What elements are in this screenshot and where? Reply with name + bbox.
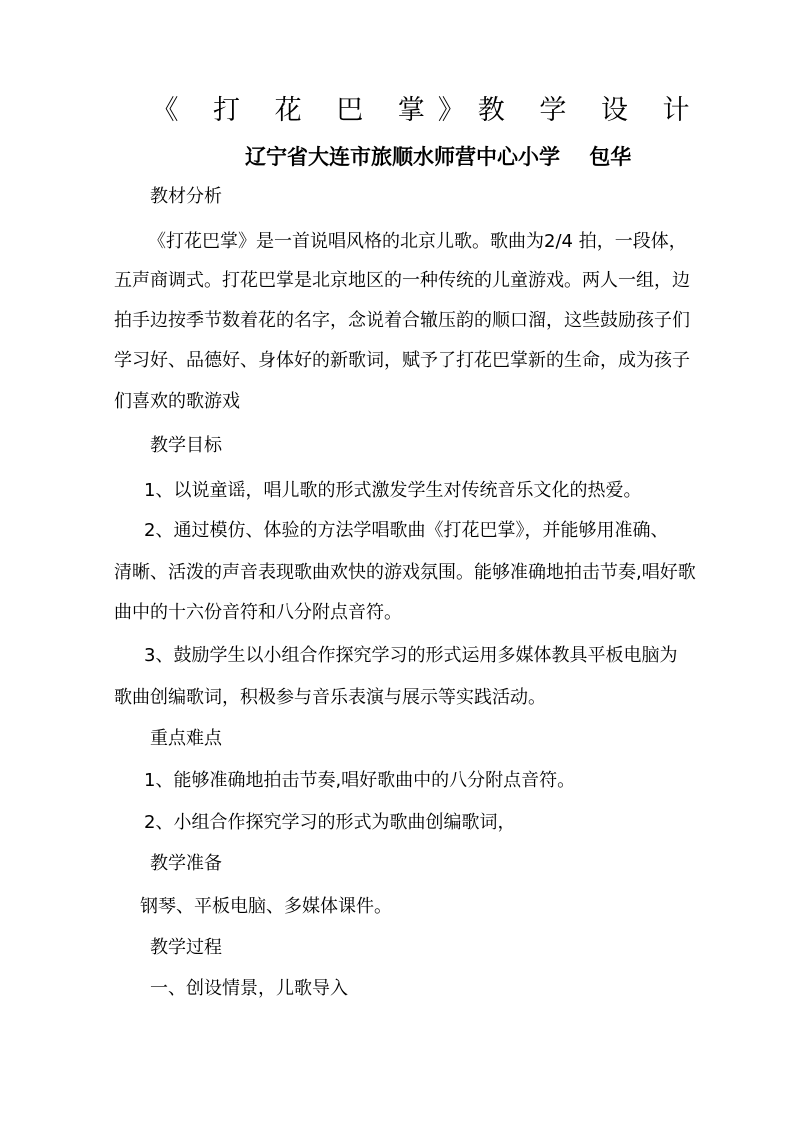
- paragraph-line: 《打花巴掌》是一首说唱风格的北京儿歌。歌曲为2/4 拍，一段体，: [148, 231, 687, 252]
- heading-goals: 教学目标: [150, 435, 222, 456]
- heading-preparation: 教学准备: [150, 853, 222, 874]
- paragraph-line: 五声商调式。打花巴掌是北京地区的一种传统的儿童游戏。两人一组，边: [114, 270, 690, 291]
- document-subtitle: 辽宁省大连市旅顺水师营中心小学 包华: [245, 145, 632, 169]
- paragraph-line: 清晰、活泼的声音表现歌曲欢快的游戏氛围。能够准确地拍击节奏,唱好歌: [114, 562, 696, 583]
- heading-analysis: 教材分析: [150, 186, 222, 207]
- goal-item-3: 3、鼓励学生以小组合作探究学习的形式运用多媒体教具平板电脑为: [144, 645, 678, 666]
- paragraph-line: 曲中的十六份音符和八分附点音符。: [114, 602, 402, 623]
- heading-key-points: 重点难点: [150, 728, 222, 749]
- preparation-text: 钢琴、平板电脑、多媒体课件。: [140, 896, 392, 917]
- key-item-2: 2、小组合作探究学习的形式为歌曲创编歌词，: [144, 812, 516, 833]
- goal-item-2: 2、通过模仿、体验的方法学唱歌曲《打花巴掌》，并能够用准确、: [144, 520, 669, 541]
- goal-item-1: 1、以说童谣，唱儿歌的形式激发学生对传统音乐文化的热爱。: [144, 480, 642, 501]
- heading-process: 教学过程: [150, 937, 222, 958]
- key-item-1: 1、能够准确地拍击节奏,唱好歌曲中的八分附点音符。: [144, 770, 576, 791]
- paragraph-line: 歌曲创编歌词，积极参与音乐表演与展示等实践活动。: [114, 687, 546, 708]
- paragraph-line: 们喜欢的歌游戏: [114, 391, 240, 412]
- document-title: 《 打 花 巴 掌》教 学 设 计: [151, 95, 703, 126]
- paragraph-line: 学习好、品德好、身体好的新歌词，赋予了打花巴掌新的生命，成为孩子: [114, 350, 690, 371]
- paragraph-line: 拍手边按季节数着花的名字，念说着合辙压韵的顺口溜，这些鼓励孩子们: [114, 310, 690, 331]
- process-step-1: 一、创设情景，儿歌导入: [150, 978, 348, 999]
